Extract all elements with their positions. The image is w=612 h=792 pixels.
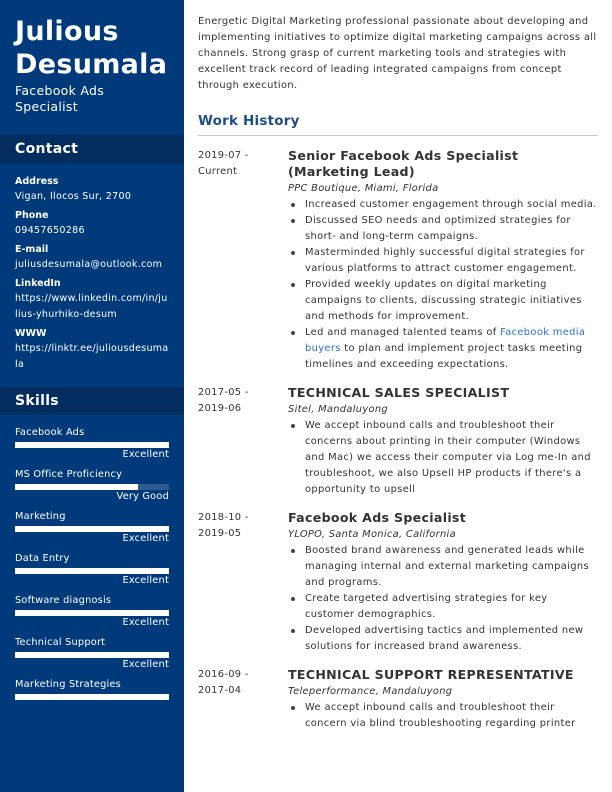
job-body	[288, 667, 598, 732]
job-company: YLOPO, Santa Monica, California	[288, 529, 456, 540]
contact-heading: Contact	[0, 135, 184, 163]
job-entry	[198, 667, 598, 732]
address-label: Address	[15, 176, 59, 187]
skill-level: Very Good	[116, 491, 169, 502]
job-bullets	[288, 418, 598, 498]
skill-level: Excellent	[122, 659, 169, 670]
skill-bar	[15, 694, 169, 700]
job-bullet: We accept inbound calls and troubleshoot their concern via blind troubleshooting regarding printer	[288, 700, 598, 732]
skill-name: Technical Support	[15, 637, 106, 648]
skill-bar-fill	[15, 694, 169, 700]
job-bullet: Developed advertising tactics and implemented new solutions for increased brand awareness.	[288, 623, 598, 655]
facebook-media-buyers-link[interactable]: Facebook media buyers	[305, 327, 586, 354]
skill-bar	[15, 610, 169, 616]
skill-name: Facebook Ads	[15, 427, 85, 438]
skill-bar	[15, 652, 169, 658]
job-date: 2019-07 - Current	[198, 150, 249, 177]
linkedin-label: LinkedIn	[15, 278, 61, 289]
skill-name: Marketing	[15, 511, 66, 522]
skill-item	[15, 679, 169, 700]
job-entry	[198, 148, 598, 373]
email-label: E-mail	[15, 244, 49, 255]
job-date: 2018-10 - 2019-05	[198, 512, 249, 539]
skill-item	[15, 595, 169, 630]
job-entry	[198, 510, 598, 655]
job-bullet: Discussed SEO needs and optimized strategies for short- and long-term campaigns.	[288, 213, 598, 245]
skill-item	[15, 553, 169, 588]
job-title: TECHNICAL SUPPORT REPRESENTATIVE	[288, 667, 574, 682]
contact-list	[0, 163, 184, 373]
email-value[interactable]: juliusdesumala@outlook.com	[15, 259, 163, 270]
job-bullet: We accept inbound calls and troubleshoot their concerns about printing in their computer (Windows and Mac) we access their computer via Log me-In and troubleshoot, we also Upsell HP products if there's a opportunity to upsell	[288, 418, 598, 498]
job-title: TECHNICAL SALES SPECIALIST	[288, 385, 510, 400]
skill-bar	[15, 568, 169, 574]
job-bullets	[288, 197, 598, 373]
skill-level: Excellent	[122, 617, 169, 628]
skill-bar	[15, 484, 169, 490]
candidate-title: Facebook Ads Specialist	[15, 83, 105, 114]
skill-level: Excellent	[122, 533, 169, 544]
skill-item	[15, 427, 169, 462]
address-value: Vigan, Ilocos Sur, 2700	[15, 191, 132, 202]
skill-item	[15, 637, 169, 672]
job-date: 2016-09 - 2017-04	[198, 669, 249, 696]
skill-bar-fill	[15, 610, 169, 616]
professional-summary: Energetic Digital Marketing professional passionate about developing and implementing initiatives to optimize digital marketing campaigns across all channels. Strong grasp of current marketing tools and strategies with excellent track record of leading integrated campaigns from concept through execution.	[198, 16, 597, 91]
phone-label: Phone	[15, 210, 49, 221]
candidate-name: Julious Desumala	[15, 16, 168, 80]
phone-value: 09457650286	[15, 225, 85, 236]
job-body	[288, 510, 598, 655]
job-company: PPC Boutique, Miami, Florida	[288, 183, 439, 194]
skill-item	[15, 511, 169, 546]
job-body	[288, 385, 598, 498]
job-bullet: Masterminded highly successful digital strategies for various platforms to attract customer engagement.	[288, 245, 598, 277]
skill-name: MS Office Proficiency	[15, 469, 123, 480]
skill-bar	[15, 526, 169, 532]
job-body	[288, 148, 598, 373]
job-bullet: Boosted brand awareness and generated leads while managing internal and external marketing campaigns and programs.	[288, 543, 598, 591]
skill-bar-fill	[15, 568, 169, 574]
skill-level: Excellent	[122, 575, 169, 586]
skills-list	[0, 415, 184, 700]
job-title: Facebook Ads Specialist	[288, 510, 467, 525]
job-date: 2017-05 - 2019-06	[198, 387, 249, 414]
skill-bar-fill	[15, 484, 138, 490]
linkedin-value[interactable]: https://www.linkedin.com/in/julius-yhurhiko-desum	[15, 293, 168, 320]
skill-bar-fill	[15, 652, 169, 658]
skill-bar-fill	[15, 526, 169, 532]
skill-name: Marketing Strategies	[15, 679, 121, 690]
job-entry	[198, 385, 598, 498]
job-bullets	[288, 543, 598, 655]
skill-name: Software diagnosis	[15, 595, 112, 606]
main-content	[198, 0, 598, 732]
work-history-heading: Work History	[198, 113, 598, 136]
job-bullet: Provided weekly updates on digital marketing campaigns to clients, discussing strategic initiatives and methods for improvement.	[288, 277, 598, 325]
www-value[interactable]: https://linktr.ee/juliousdesumala	[15, 343, 169, 370]
job-bullet: Create targeted advertising strategies for key customer demographics.	[288, 591, 598, 623]
work-history-list	[198, 148, 598, 732]
skill-bar	[15, 442, 169, 448]
job-bullet: Increased customer engagement through social media.	[288, 197, 598, 213]
job-company: Teleperformance, Mandaluyong	[288, 686, 453, 697]
skill-level: Excellent	[122, 449, 169, 460]
job-company: Sitel, Mandaluyong	[288, 404, 388, 415]
www-label: WWW	[15, 328, 47, 339]
job-bullets	[288, 700, 598, 732]
job-bullet: Led and managed talented teams of Facebook media buyers to plan and implement project tasks meeting timelines and exceeding expectations.	[288, 325, 598, 373]
sidebar	[0, 0, 184, 792]
skill-bar-fill	[15, 442, 169, 448]
job-title: Senior Facebook Ads Specialist (Marketing Lead)	[288, 148, 519, 179]
skill-item	[15, 469, 169, 504]
skills-heading: Skills	[0, 387, 184, 415]
skill-name: Data Entry	[15, 553, 70, 564]
